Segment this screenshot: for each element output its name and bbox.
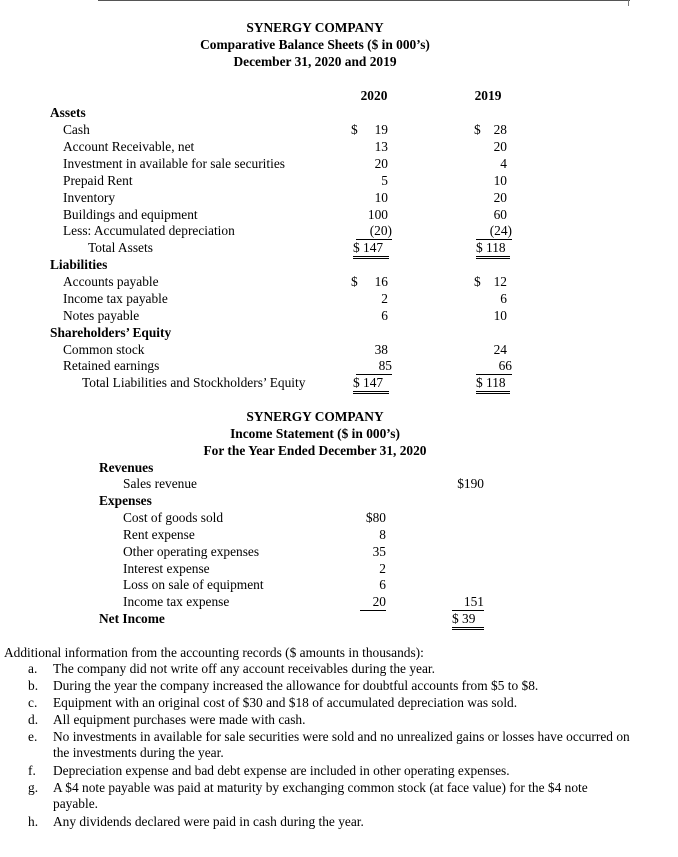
sales-label: Sales revenue: [123, 476, 197, 491]
asset-value-2020: 19: [374, 122, 388, 137]
assets-heading: Assets: [50, 105, 86, 120]
asset-value-2019: (24): [476, 223, 512, 240]
expense-value: 6: [379, 577, 386, 592]
liability-label: Income tax payable: [63, 291, 168, 306]
bs-col-2019: 2019: [474, 88, 502, 103]
asset-value-2019: 60: [493, 207, 507, 222]
note-letter: e.: [28, 729, 38, 744]
dollar-sign: $: [474, 122, 481, 137]
note-letter: d.: [28, 712, 39, 727]
note-text: All equipment purchases were made with cash.: [53, 712, 306, 727]
asset-value-2020: 10: [374, 190, 388, 205]
asset-value-2019: 4: [500, 156, 507, 171]
bs-company-name: SYNERGY COMPANY: [246, 20, 384, 35]
total-le-2019: [476, 375, 510, 392]
net-income-value: $ 39: [452, 611, 476, 626]
net-income: [452, 611, 484, 628]
total-expenses-value: 151: [452, 594, 484, 611]
note-text: Equipment with an original cost of $30 and $18 of accumulated depreciation was sold.: [53, 695, 518, 710]
bs-dates: December 31, 2020 and 2019: [233, 54, 397, 69]
note-text: Depreciation expense and bad debt expense are included in other operating expenses.: [53, 763, 510, 778]
asset-value-2020: 5: [381, 173, 388, 188]
expense-label: Interest expense: [123, 561, 210, 576]
note-letter: c.: [28, 695, 38, 710]
top-corner-rule: [628, 0, 629, 6]
equity-value-2019: 66: [476, 358, 512, 375]
total-assets-2020-value: $ 147: [353, 240, 384, 255]
expenses-heading: Expenses: [99, 493, 152, 508]
total-le-label: Total Liabilities and Stockholders’ Equity: [82, 375, 306, 390]
dollar-sign: $: [351, 274, 358, 289]
equity-label: Common stock: [63, 342, 145, 357]
total-assets-2019: [476, 240, 510, 257]
expense-label: Other operating expenses: [123, 544, 260, 559]
equity-value-2019: 24: [493, 342, 507, 357]
asset-label: Inventory: [63, 190, 116, 205]
asset-label: Prepaid Rent: [63, 173, 133, 188]
equity-value-2020: 85: [356, 358, 392, 375]
liability-value-2020: 16: [374, 274, 388, 289]
note-text: The company did not write off any account receivables during the year.: [53, 661, 435, 676]
equity-label: Retained earnings: [63, 358, 160, 373]
total-assets-label: Total Assets: [88, 240, 153, 255]
bs-col-2020: 2020: [360, 88, 388, 103]
equity-value-2020: 38: [374, 342, 388, 357]
net-income-label: Net Income: [99, 611, 165, 626]
sales-value: $190: [457, 476, 484, 491]
dollar-sign: $: [351, 122, 358, 137]
liability-label: Accounts payable: [63, 274, 159, 289]
expense-label: Loss on sale of equipment: [123, 577, 264, 592]
asset-label: Account Receivable, net: [63, 139, 195, 154]
note-text: A $4 note payable was paid at maturity by exchanging common stock (at face value) for the $4 note payable.: [53, 780, 588, 811]
expense-label: Cost of goods sold: [123, 510, 224, 525]
asset-value-2020: 20: [374, 156, 388, 171]
asset-value-2020: 13: [374, 139, 388, 154]
liability-label: Notes payable: [63, 308, 140, 323]
total-assets-2019-value: $ 118: [476, 240, 506, 255]
asset-value-2019: 20: [493, 190, 507, 205]
total-le-2020: [353, 375, 389, 392]
total-le-2020-value: $ 147: [353, 375, 384, 390]
expense-label: Rent expense: [123, 527, 195, 542]
equity-heading: Shareholders’ Equity: [50, 325, 172, 340]
is-title: Income Statement ($ in 000’s): [230, 426, 400, 441]
expense-value: 35: [372, 544, 386, 559]
liability-value-2019: 6: [500, 291, 507, 306]
expense-value: $80: [365, 510, 386, 525]
note-text: During the year the company increased the allowance for doubtful accounts from $5 to $8.: [53, 678, 539, 693]
note-letter: g.: [28, 780, 39, 795]
note-letter: h.: [28, 814, 39, 829]
additional-info-intro: Additional information from the accounting records ($ amounts in thousands):: [4, 645, 424, 660]
asset-label: Less: Accumulated depreciation: [63, 223, 235, 238]
total-assets-2020: [353, 240, 389, 257]
note-letter: f.: [28, 763, 36, 778]
liabilities-heading: Liabilities: [50, 257, 108, 272]
asset-value-2019: 28: [493, 122, 507, 137]
expense-label: Income tax expense: [123, 594, 230, 609]
revenues-heading: Revenues: [99, 460, 154, 475]
asset-value-2020: (20): [356, 223, 392, 240]
asset-value-2019: 20: [493, 139, 507, 154]
is-company-name: SYNERGY COMPANY: [246, 409, 384, 424]
is-period: For the Year Ended December 31, 2020: [203, 443, 427, 458]
liability-value-2019: 10: [493, 308, 507, 323]
bs-title: Comparative Balance Sheets ($ in 000’s): [200, 37, 430, 52]
asset-label: Buildings and equipment: [63, 207, 198, 222]
expense-value: 8: [379, 527, 386, 542]
note-letter: b.: [28, 678, 39, 693]
asset-label: Cash: [63, 122, 90, 137]
liability-value-2020: 6: [381, 308, 388, 323]
liability-value-2019: 12: [493, 274, 507, 289]
liability-value-2020: 2: [381, 291, 388, 306]
note-text: No investments in available for sale securities were sold and no unrealized gains or losses have occurred on the investments during the year.: [53, 729, 630, 760]
expense-value: 20: [360, 594, 386, 611]
top-rule: [98, 0, 630, 1]
total-le-2019-value: $ 118: [476, 375, 506, 390]
note-letter: a.: [28, 661, 38, 676]
dollar-sign: $: [474, 274, 481, 289]
expense-value: 2: [379, 561, 386, 576]
asset-value-2020: 100: [367, 207, 388, 222]
note-text: Any dividends declared were paid in cash during the year.: [53, 814, 364, 829]
asset-value-2019: 10: [493, 173, 507, 188]
asset-label: Investment in available for sale securities: [63, 156, 285, 171]
